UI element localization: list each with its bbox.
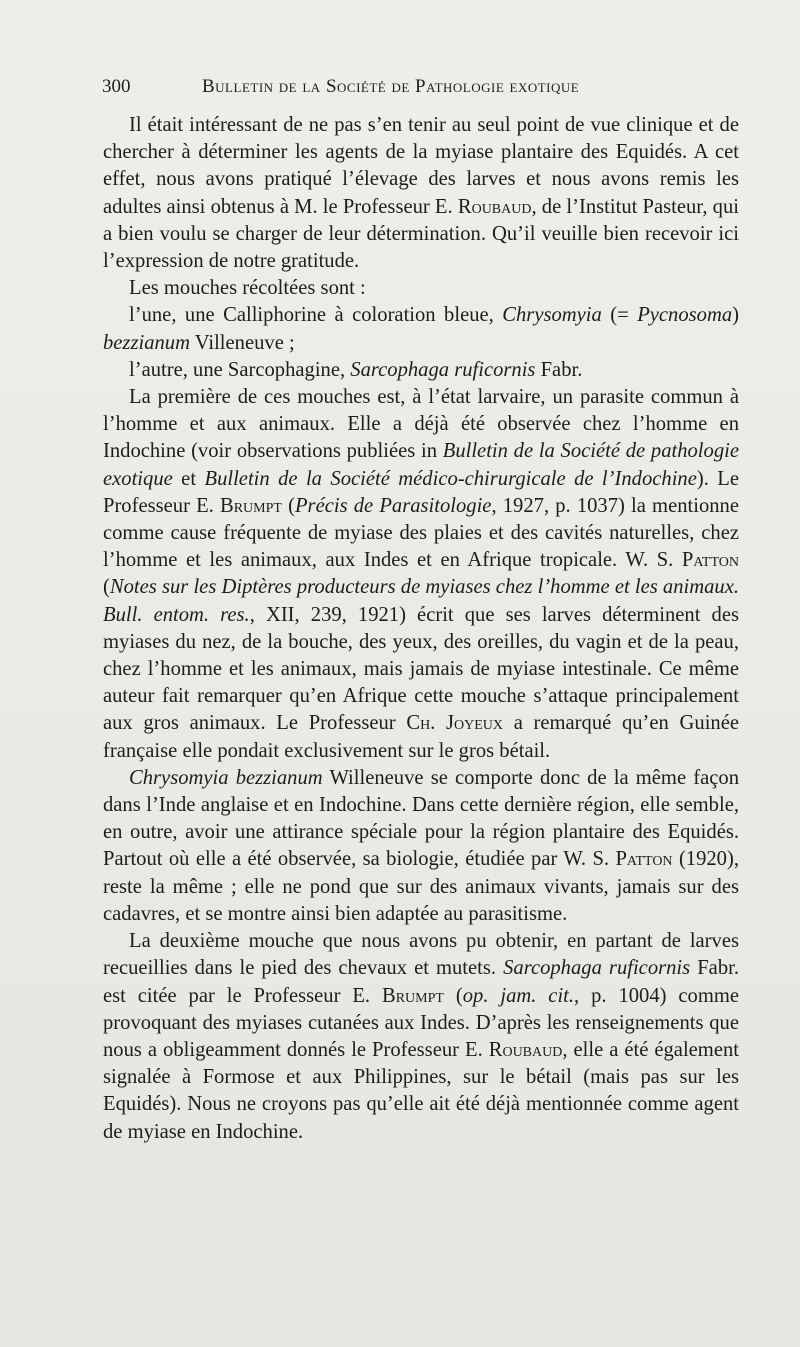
italic-text: Sarcophaga ruficornis xyxy=(350,358,536,381)
text-segment: La première de ces mouches est, à l’état larvaire, un parasite commun à l’homme et aux animaux. Elle a déjà été observée chez l’homme en Indochine (voir observations publiées in xyxy=(103,386,739,463)
paragraph xyxy=(103,928,739,1146)
paragraph xyxy=(103,357,739,384)
page-number: 300 xyxy=(102,76,131,97)
author-name: Brumpt xyxy=(219,494,282,517)
text-segment: , de l’Institut Pasteur, qui a bien voulu se charger de leur détermination. Qu’il veuille bien recevoir ici l’expression de notre gratitude. xyxy=(103,195,739,273)
article-body xyxy=(103,112,739,1146)
text-segment: ( xyxy=(103,576,110,599)
text-segment: , p. 1004) comme provoquant des myiases cutanées aux Indes. D’après les renseignements que nous a obligeamment donnés le Professeur E. xyxy=(103,984,740,1061)
italic-text: Chrysomyia bezzianum xyxy=(129,766,323,789)
italic-text: bezzianum xyxy=(103,331,190,354)
paragraph xyxy=(103,302,739,356)
italic-text: op. jam. cit. xyxy=(462,984,575,1007)
text-segment: et xyxy=(172,467,205,490)
text-segment: (1920), reste la même ; elle ne pond que sur des animaux vivants, jamais sur des cadavres, et se montre ainsi bien adaptée au parasitisme. xyxy=(103,848,739,925)
text-segment: Les mouches récoltées sont : xyxy=(129,277,366,300)
italic-text: Chrysomyia xyxy=(502,304,602,327)
paragraph xyxy=(103,275,739,302)
text-segment: ( xyxy=(281,494,295,517)
running-title: Bulletin de la Société de Pathologie exotique xyxy=(202,76,580,97)
text-segment: a remarqué qu’en Guinée française elle pondait exclusivement sur le gros bétail. xyxy=(103,712,739,762)
text-segment: Willeneuve se comporte donc de la même façon dans l’Inde anglaise et en Indochine. Dans cette dernière région, elle semble, en outre, avoir une attirance spéciale pour la région plantaire des Equidés. Partout où elle a été observée, sa biologie, étudiée par W. S. xyxy=(103,766,739,871)
author-name: Ch. Joyeux xyxy=(406,712,504,735)
paragraph xyxy=(103,765,739,928)
italic-text: Précis de Parasitologie xyxy=(294,494,492,517)
text-segment: (= xyxy=(601,304,638,327)
author-name: Roubaud xyxy=(457,195,532,218)
text-segment: ( xyxy=(443,984,463,1007)
author-name: Patton xyxy=(681,549,739,572)
author-name: Brumpt xyxy=(381,984,444,1007)
italic-text: Bulletin de la Société médico-chirurgicale de l’Indochine xyxy=(204,467,697,490)
running-header xyxy=(102,76,647,100)
text-segment: , elle a été également signalée à Formose et aux Philippines, sur le bétail (mais pas sur les Equidés). Nous ne croyons pas qu’elle ait été déjà mentionnée comme agent de myiase en Indochine. xyxy=(103,1038,739,1143)
text-segment: l’autre, une Sarcophagine, xyxy=(129,358,351,381)
text-segment: Villeneuve ; xyxy=(189,331,295,354)
text-segment: Fabr. est citée par le Professeur E. xyxy=(103,957,739,1007)
author-name: Roubaud xyxy=(488,1038,563,1061)
text-segment: ) xyxy=(732,304,739,327)
text-segment: , XII, 239, 1921) écrit que ses larves déterminent des myiases du nez, de la bouche, des yeux, des oreilles, du vagin et de la peau, chez l’homme et les animaux, mais jamais de myiase intestinale. Ce même auteur fait remarquer qu’en Afrique cette mouche s’attaque principalement aux gros animaux. Le Professeur xyxy=(103,603,739,735)
text-segment: ). Le Professeur E. xyxy=(103,467,740,517)
text-segment: Il était intéressant de ne pas s’en tenir au seul point de vue clinique et de chercher à déterminer les agents de la myiase plantaire des Equidés. A cet effet, nous avons pratiqué l’élevage des larves et nous avons remis les adultes ainsi obtenus à M. le Professeur E. xyxy=(103,114,739,218)
text-segment: l’une, une Calliphorine à coloration bleue, xyxy=(129,304,503,327)
italic-text: Notes sur les Diptères producteurs de myiases chez l’homme et les animaux. Bull. entom. res. xyxy=(103,576,739,626)
paragraph xyxy=(103,384,739,765)
text-segment: , 1927, p. 1037) la mentionne comme cause fréquente de myiase des plaies et des cavités naturelles, chez l’homme et les animaux, aux Indes et en Afrique tropicale. W. S. xyxy=(103,494,739,572)
italic-text: Sarcophaga ruficornis xyxy=(503,957,691,980)
text-segment: La deuxième mouche que nous avons pu obtenir, en partant de larves recueillies dans le pied des chevaux et mutets. xyxy=(103,930,739,980)
italic-text: Bulletin de la Société de pathologie exotique xyxy=(103,440,739,490)
paragraph xyxy=(103,112,739,275)
text-segment: Fabr. xyxy=(535,358,583,381)
author-name: Patton xyxy=(615,848,673,871)
italic-text: Pycnosoma xyxy=(637,304,733,327)
